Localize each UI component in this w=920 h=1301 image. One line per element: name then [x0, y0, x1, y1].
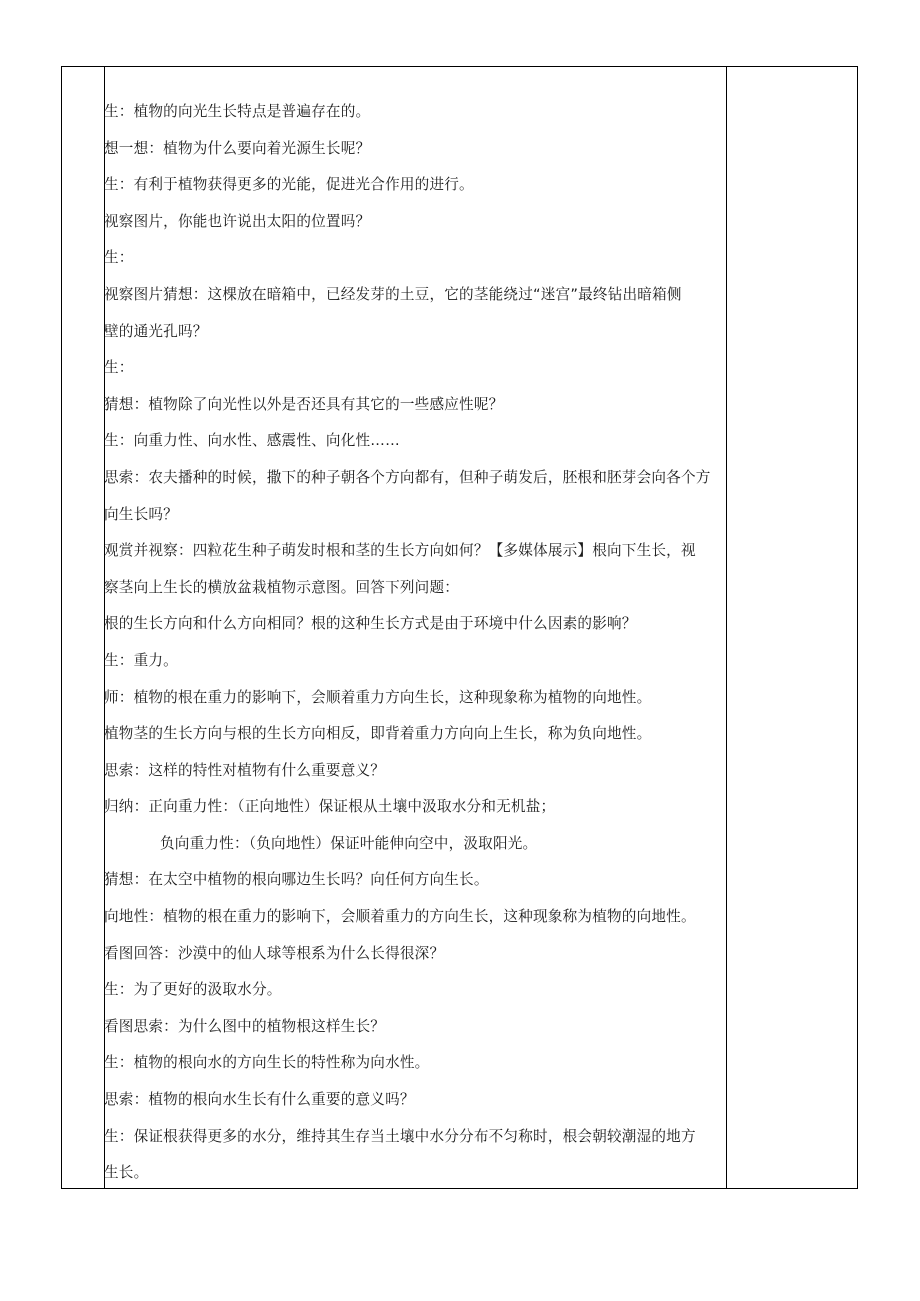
text-line: 生：	[104, 359, 134, 377]
text-line: 归纳：正向重力性：（正向地性）保证根从土壤中汲取水分和无机盐；	[104, 798, 556, 816]
text-line: 生长。	[104, 1164, 149, 1182]
text-line: 生：植物的根向水的方向生长的特性称为向水性。	[104, 1054, 430, 1072]
text-line: 思索：植物的根向水生长有什么重要的意义吗？	[104, 1091, 415, 1109]
text-line: 猜想：在太空中植物的根向哪边生长吗？向任何方向生长。	[104, 871, 489, 889]
text-line: 师：植物的根在重力的影响下，会顺着重力方向生长，这种现象称为植物的向地性。	[104, 688, 652, 706]
text-line: 猜想：植物除了向光性以外是否还具有其它的一些感应性呢？	[104, 395, 504, 413]
text-line: 生：植物的向光生长特点是普遍存在的。	[104, 103, 371, 120]
text-line: 植物茎的生长方向与根的生长方向相反，即背着重力方向向上生长，称为负向地性。	[104, 725, 652, 743]
text-line: 看图回答：沙漠中的仙人球等根系为什么长得很深？	[104, 944, 445, 962]
text-line: 生：有利于植物获得更多的光能，促进光合作用的进行。	[104, 176, 474, 194]
text-line: 向生长吗？	[104, 505, 178, 523]
text-line: 看图思索：为什么图中的植物根这样生长？	[104, 1017, 386, 1035]
text-line: 视察图片猜想：这棵放在暗箱中，已经发芽的土豆，它的茎能绕过“迷宫”最终钻出暗箱侧	[104, 285, 682, 303]
text-line: 生：	[104, 249, 134, 267]
text-line: 视察图片，你能也许说出太阳的位置吗？	[104, 212, 371, 230]
text-line: 生：为了更好的汲取水分。	[104, 981, 282, 999]
text-line-indented: 负向重力性：（负向地性）保证叶能伸向空中，汲取阳光。	[160, 834, 538, 852]
text-line: 思索：这样的特性对植物有什么重要意义？	[104, 761, 386, 779]
text-line: 思索：农夫播种的时候，撒下的种子朝各个方向都有，但种子萌发后，胚根和胚芽会向各个方	[104, 468, 711, 486]
text-line: 生：向重力性、向水性、感震性、向化性……	[104, 432, 400, 450]
text-line: 观赏并视察：四粒花生种子萌发时根和茎的生长方向如何？【多媒体展示】根向下生长，视	[104, 542, 696, 560]
text-line: 察茎向上生长的横放盆栽植物示意图。回答下列问题：	[104, 578, 460, 596]
lesson-content-cell	[104, 94, 724, 1192]
text-line: 向地性：植物的根在重力的影响下，会顺着重力的方向生长，这种现象称为植物的向地性。	[104, 908, 696, 926]
text-line: 想一想：植物为什么要向着光源生长呢？	[104, 139, 371, 157]
table-right-divider	[726, 67, 727, 1188]
text-line: 生：保证根获得更多的水分，维持其生存当土壤中水分分布不匀称时，根会朝较潮湿的地方	[104, 1127, 696, 1145]
text-line: 生：重力。	[104, 651, 178, 669]
text-line: 根的生长方向和什么方向相同？根的这种生长方式是由于环境中什么因素的影响？	[104, 615, 637, 633]
text-line: 壁的通光孔吗？	[104, 322, 208, 340]
